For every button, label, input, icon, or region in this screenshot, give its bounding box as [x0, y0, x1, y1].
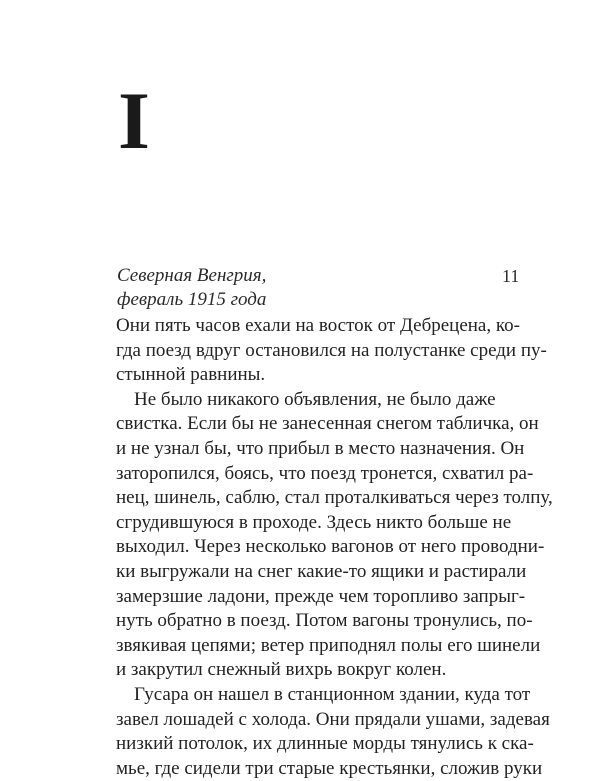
text-line: сгрудившуюся в проходе. Здесь никто больше не: [116, 511, 512, 533]
text-line: Не было никакого объявления, не было даже: [134, 388, 496, 410]
text-line: выходил. Через несколько вагонов от него проводни-: [116, 536, 545, 558]
text-line: Они пять часов ехали на восток от Дебрецена, ко-: [116, 315, 520, 336]
page-number: 11: [502, 266, 520, 286]
date-line: февраль 1915 года: [117, 289, 267, 310]
text-line: свистка. Если бы не занесенная снегом табличка, он: [116, 413, 539, 435]
text-line: мье, где сидели три старые крестьянки, сложив руки: [116, 757, 543, 779]
text-line: гда поезд вдруг остановился на полустанке среди пу-: [116, 339, 547, 361]
text-line: ки выгружали на снег какие-то ящики и растирали: [116, 560, 527, 582]
text-line: и не узнал бы, что прибыл в место назначения. Он: [116, 437, 525, 459]
text-line: звякивая цепями; ветер приподнял полы его шинели: [116, 634, 541, 656]
place-line: Северная Венгрия,: [117, 265, 267, 286]
text-line: низкий потолок, их длинные морды тянулись к ска-: [116, 733, 534, 755]
text-line: завел лошадей с холода. Они прядали ушами, задевая: [116, 708, 550, 730]
text-line: Гусара он нашел в станционном здании, куда тот: [134, 683, 531, 705]
text-line: замерзшие ладони, прежде чем торопливо запрыг-: [116, 585, 526, 607]
chapter-number: I: [118, 75, 151, 166]
body-text: [116, 314, 553, 781]
place-date-heading: [117, 264, 266, 312]
text-line: стынной равнины.: [116, 364, 266, 386]
text-line: и закрутил снежный вихрь вокруг колен.: [116, 659, 447, 681]
text-line: нец, шинель, саблю, стал проталкиваться через толпу,: [116, 487, 553, 509]
text-line: заторопился, боясь, что поезд тронется, схватил ра-: [116, 462, 534, 484]
text-line: нуть обратно в поезд. Потом вагоны тронулись, по-: [116, 610, 533, 632]
